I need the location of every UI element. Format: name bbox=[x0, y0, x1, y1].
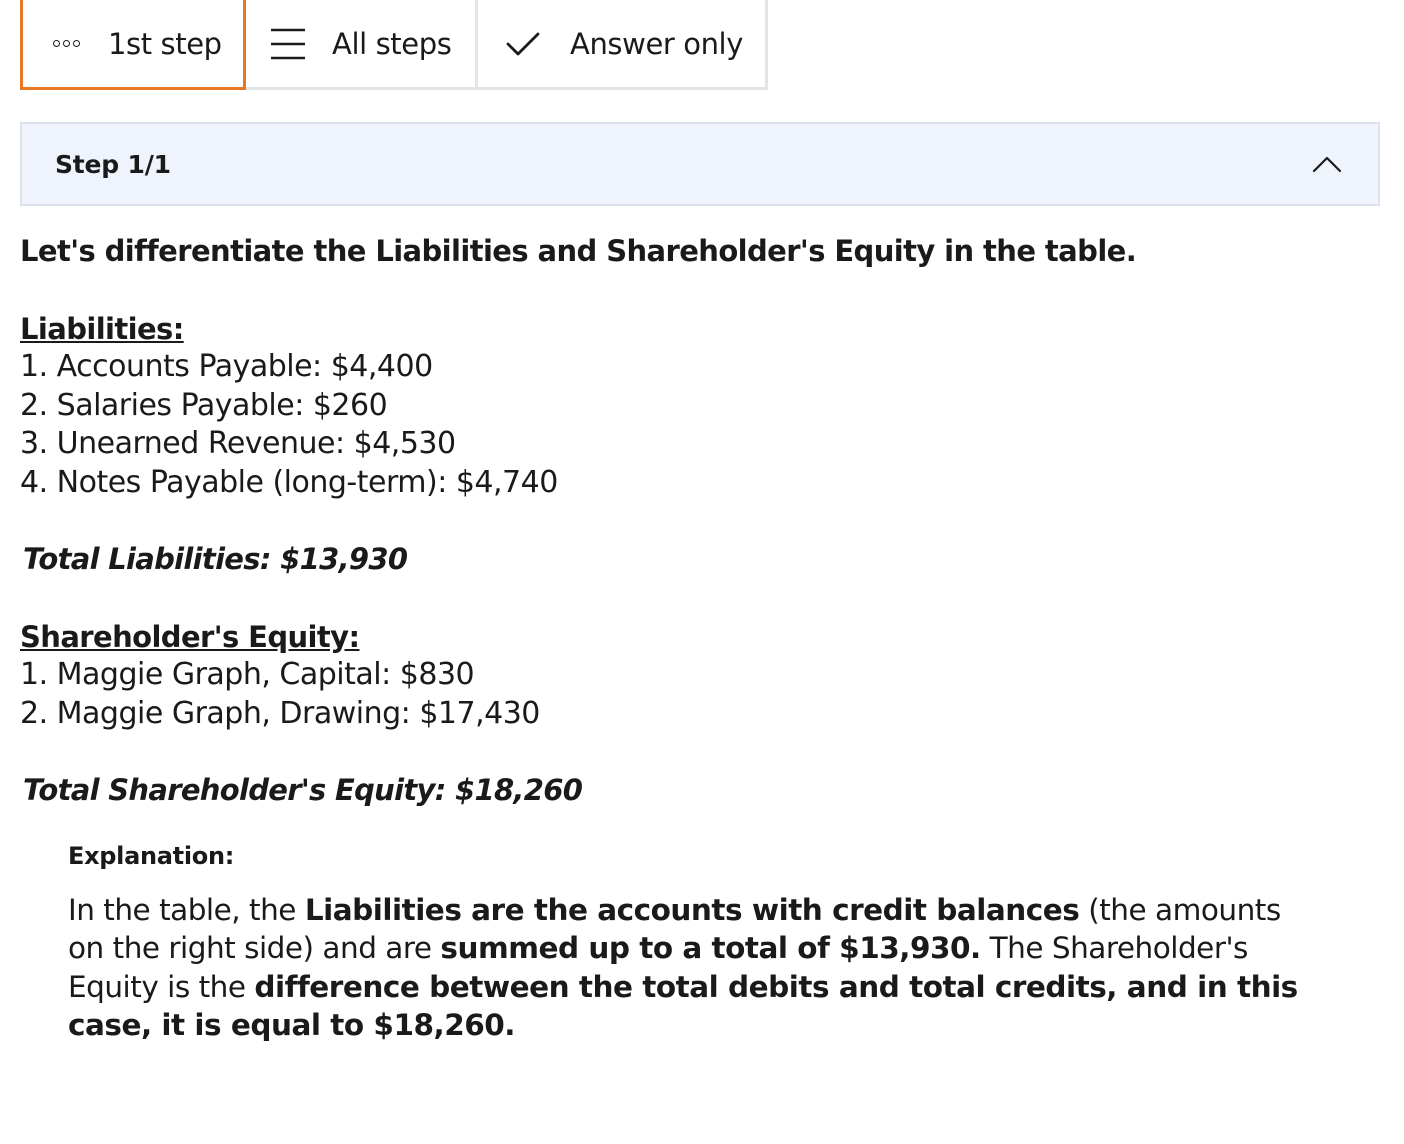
tab-1st-step-label: 1st step bbox=[108, 26, 222, 61]
liabilities-heading: Liabilities: bbox=[20, 311, 184, 346]
explanation-bold: summed up to a total of $13,930. bbox=[440, 931, 981, 965]
list-item: 4. Notes Payable (long-term): $4,740 bbox=[20, 464, 558, 500]
tab-all-steps[interactable] bbox=[246, 0, 478, 90]
tab-all-steps-label: All steps bbox=[332, 26, 452, 61]
explanation-heading: Explanation: bbox=[68, 841, 235, 870]
chevron-up-icon[interactable] bbox=[1312, 155, 1342, 173]
explanation-bold: difference between the total debits and total credits, and in this case, it is equal to $18,260. bbox=[68, 969, 1298, 1042]
step-accordion-header[interactable] bbox=[20, 122, 1380, 206]
total-equity: Total Shareholder's Equity: $18,260 bbox=[23, 773, 583, 807]
explanation-part: The Shareholder's Equity is the bbox=[68, 931, 1248, 1004]
tab-answer-only-label: Answer only bbox=[570, 26, 743, 61]
checkmark-icon bbox=[506, 30, 540, 58]
explanation-block bbox=[68, 839, 1308, 1045]
total-liabilities: Total Liabilities: $13,930 bbox=[23, 542, 408, 576]
list-item: 1. Accounts Payable: $4,400 bbox=[20, 349, 433, 384]
explanation-part: In the table, the bbox=[68, 892, 305, 927]
tab-1st-step[interactable] bbox=[20, 0, 246, 90]
list-item: 1. Maggie Graph, Capital: $830 bbox=[20, 657, 475, 692]
intro-text: Let's differentiate the Liabilities and Shareholder's Equity in the table. bbox=[20, 234, 1137, 268]
equity-heading: Shareholder's Equity: bbox=[20, 619, 360, 654]
step-title: Step 1/1 bbox=[55, 149, 171, 179]
more-dots-icon bbox=[53, 40, 80, 47]
tab-answer-only[interactable] bbox=[478, 0, 768, 90]
view-mode-tabs bbox=[20, 0, 768, 90]
step-content bbox=[20, 232, 1380, 1045]
list-item: 2. Salaries Payable: $260 bbox=[20, 387, 388, 423]
list-menu-icon bbox=[270, 27, 306, 61]
explanation-part: (the amounts on the right side) and are bbox=[68, 892, 1281, 965]
explanation-bold: Liabilities are the accounts with credit balances bbox=[304, 892, 1080, 927]
list-item: 2. Maggie Graph, Drawing: $17,430 bbox=[20, 695, 540, 731]
list-item: 3. Unearned Revenue: $4,530 bbox=[20, 426, 456, 461]
explanation-text bbox=[68, 891, 1308, 1045]
